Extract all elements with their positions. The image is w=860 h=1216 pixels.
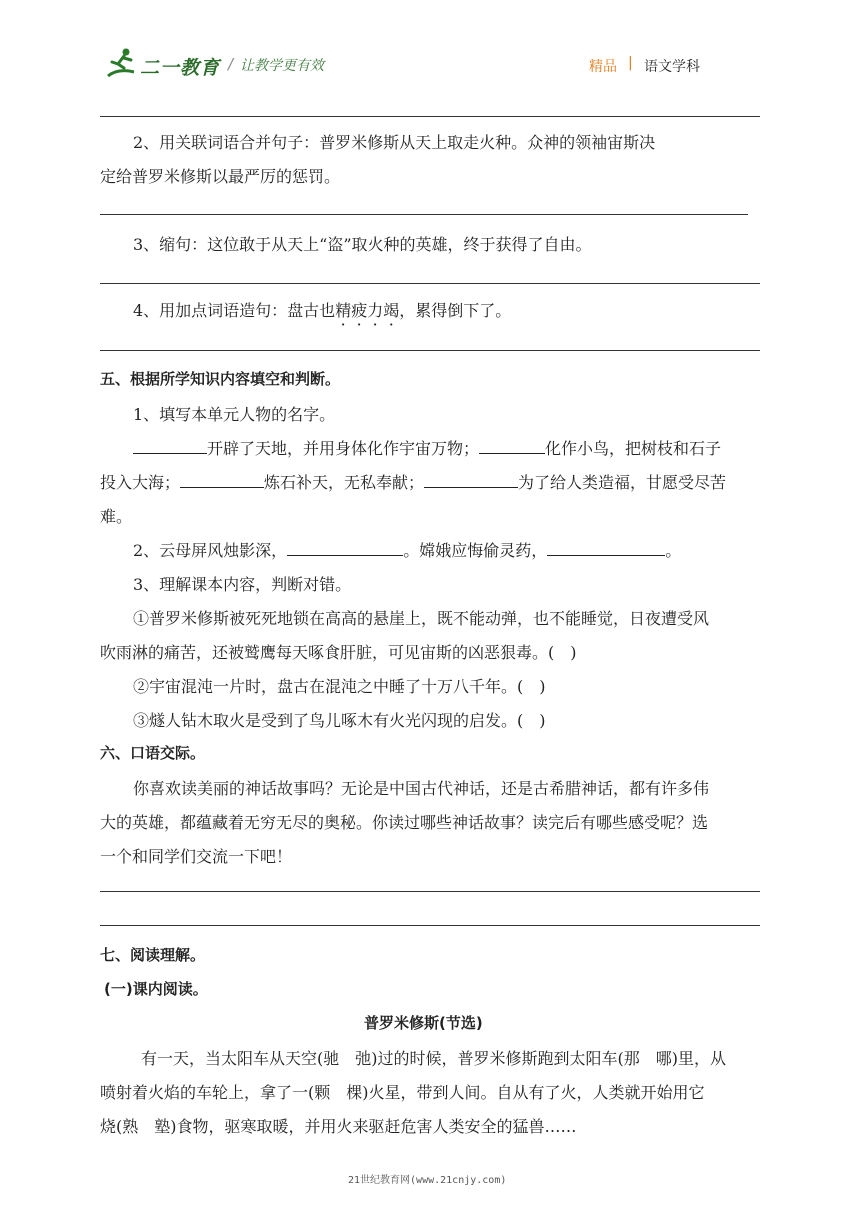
q5-2-text-c: 。 bbox=[665, 541, 682, 560]
q5-2-text-a: 2、云母屏风烛影深， bbox=[133, 541, 288, 560]
sec6-para-line3: 一个和同学们交流一下吧！ bbox=[100, 847, 293, 866]
header-slogan: 让教学更有效 bbox=[240, 58, 324, 74]
q5-2 bbox=[133, 538, 681, 561]
sec6-para-line1: 你喜欢读美丽的神话故事吗？无论是中国古代神话，还是古希腊神话，都有许多伟 bbox=[133, 779, 710, 798]
runner-logo-icon bbox=[104, 46, 138, 80]
q4-3: 3、缩句：这位敢于从天上“盗”取火种的英雄，终于获得了自由。 bbox=[133, 235, 592, 254]
tag-subject: 语文学科 bbox=[644, 59, 700, 75]
passage-line3: 烧(熟 塾)食物，驱寒取暖，并用火来驱赶危害人类安全的猛兽…… bbox=[100, 1117, 577, 1136]
dotted-char: 精 bbox=[335, 301, 352, 320]
blank-jingwei[interactable] bbox=[479, 436, 545, 454]
q5-2-text-b: 。嫦娥应悔偷灵药， bbox=[403, 541, 548, 560]
answer-line-sec6-2 bbox=[100, 925, 760, 926]
q5-1-line2 bbox=[100, 470, 726, 493]
answer-line-sec6-1 bbox=[100, 891, 760, 892]
blank-nuwa[interactable] bbox=[180, 470, 264, 488]
header-rule bbox=[100, 116, 760, 117]
logo bbox=[104, 46, 234, 80]
q4-4-pre: 4、用加点词语造句：盘古也 bbox=[133, 301, 336, 320]
answer-line-q4-3 bbox=[100, 283, 760, 284]
q4-2-line1: 2、用关联词语合并句子：普罗米修斯从天上取走火种。众神的领袖宙斯决 bbox=[133, 133, 656, 152]
header-slash: / bbox=[228, 55, 234, 73]
sec6-para-line2: 大的英雄，都蕴藏着无穷无尽的奥秘。你读过哪些神话故事？读完后有哪些感受呢？选 bbox=[100, 813, 709, 832]
q5-3: 3、理解课本内容，判断对错。 bbox=[133, 575, 352, 594]
tag-quality: 精品 bbox=[589, 59, 617, 75]
dotted-char: 竭 bbox=[383, 301, 400, 320]
passage-line2: 喷射着火焰的车轮上，拿了一(颗 棵)火星，带到人间。自从有了火，人类就开始用它 bbox=[100, 1083, 705, 1102]
q5-1-text-b: 化作小鸟，把树枝和石子 bbox=[545, 439, 722, 458]
footer-text: 21世纪教育网(www.21cnjy.com) bbox=[348, 1175, 507, 1186]
dotted-char: 疲 bbox=[351, 301, 368, 320]
blank-poem-1[interactable] bbox=[287, 538, 403, 556]
q5-1-line1 bbox=[133, 436, 721, 459]
section-7-title: 七、阅读理解。 bbox=[100, 946, 206, 964]
q5-1-text-c: 投入大海； bbox=[100, 473, 181, 492]
section-6-title: 六、口语交际。 bbox=[100, 744, 206, 762]
q5-1-text-a: 开辟了天地，并用身体化作宇宙万物； bbox=[207, 439, 480, 458]
blank-pangu[interactable] bbox=[133, 436, 207, 454]
dotted-char: 力 bbox=[367, 301, 384, 320]
tag-separator: | bbox=[628, 55, 633, 71]
judge-1-line2: 吹雨淋的痛苦，还被鹫鹰每天啄食肝脏，可见宙斯的凶恶狠毒。( ) bbox=[100, 643, 577, 662]
passage-title: 普罗米修斯(节选) bbox=[364, 1014, 483, 1032]
q4-2-line2: 定给普罗米修斯以最严厉的惩罚。 bbox=[100, 167, 341, 186]
passage-line1: 有一天，当太阳车从天空(驰 弛)过的时候，普罗米修斯跑到太阳车(那 哪)里，从 bbox=[141, 1049, 726, 1068]
q4-4 bbox=[133, 298, 511, 321]
q5-1: 1、填写本单元人物的名字。 bbox=[133, 405, 336, 424]
judge-2: ②宇宙混沌一片时，盘古在混沌之中睡了十万八千年。( ) bbox=[133, 677, 546, 696]
blank-prometheus[interactable] bbox=[424, 470, 518, 488]
q4-4-post: ，累得倒下了。 bbox=[399, 301, 512, 320]
section-5-title: 五、根据所学知识内容填空和判断。 bbox=[100, 370, 341, 388]
answer-line-q4-4 bbox=[100, 350, 760, 351]
q5-1-text-e: 为了给人类造福，甘愿受尽苦 bbox=[518, 473, 727, 492]
q5-1-text-d: 炼石补天，无私奉献； bbox=[264, 473, 425, 492]
judge-3: ③燧人钻木取火是受到了鸟儿啄木有火光闪现的启发。( ) bbox=[133, 711, 546, 730]
q5-1-line3: 难。 bbox=[100, 507, 133, 526]
blank-poem-2[interactable] bbox=[547, 538, 665, 556]
logo-text: 二一教育 bbox=[140, 57, 221, 79]
answer-line-q4-2 bbox=[100, 214, 748, 215]
section-7-sub: (一)课内阅读。 bbox=[104, 980, 208, 998]
judge-1-line1: ①普罗米修斯被死死地锁在高高的悬崖上，既不能动弹，也不能睡觉，日夜遭受风 bbox=[133, 609, 710, 628]
